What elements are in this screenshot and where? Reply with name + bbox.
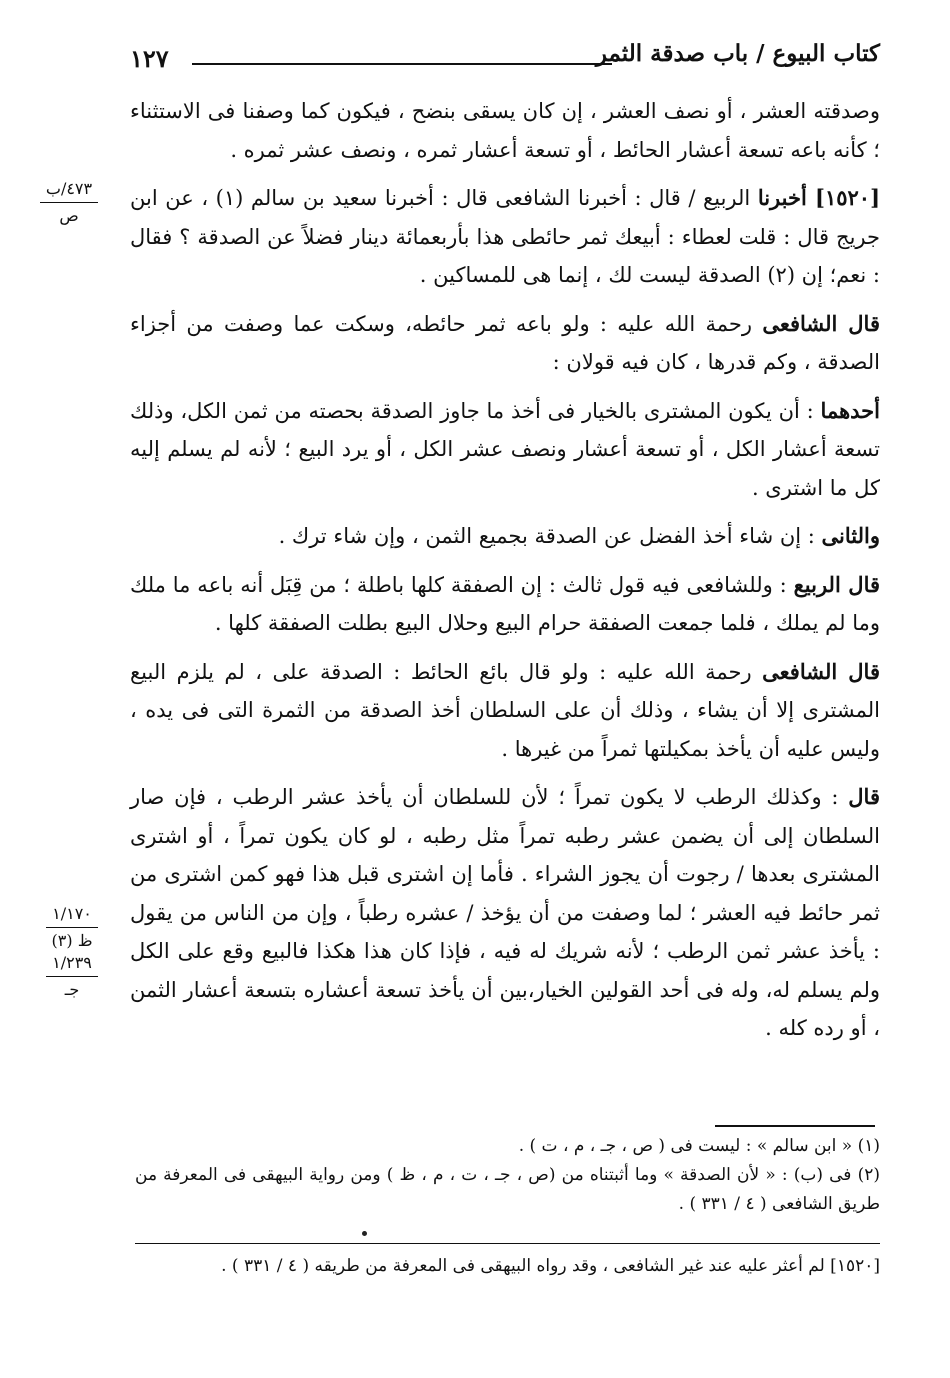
margin-ref-4: جـ: [64, 980, 80, 999]
paragraph-text: : وكذلك الرطب لا يكون تمراً ؛ لأن للسلطان أن يأخذ عشر الرطب ، فإن صار السلطان إلى أن يضمن عشر رطبه تمراً مثل رطبه ، لو كان يكون تمراً ، أو اشترى المشترى بعدها / رجوت أن يجوز الشراء . فأما إن اشترى قبل هذا فهو كمن اشترى من ثمر حائط فيه العشر ؛ لما وصفت من أن يؤخذ / عشره رطباً ، وإن من الناس من يقول : يأخذ عشر ثمن الرطب ؛ لأنه شريك له فيه ، فإذا كان هذا هكذا فالبيع وقع على الكل ولم يسلم له، وله فى أحد القولين الخيار،بين أن يأخذ تسعة أعشاره بتسعة أعشار الثمن ، أو رده كله .: [130, 785, 880, 1040]
source-rule: [135, 1243, 880, 1244]
paragraph-lead: قال: [848, 784, 880, 809]
paragraph-lead: [١٥٢٠] أخبرنا: [757, 185, 880, 210]
paragraph: [130, 392, 880, 508]
header-title: كتاب البيوع / باب صدقة الثمر: [595, 40, 880, 67]
paragraph-lead: قال الشافعى: [762, 658, 880, 684]
margin-note-page-refs: [46, 903, 98, 1001]
margin-ref-1: ١/١٧٠: [52, 904, 92, 923]
paragraph-text: : إن شاء أخذ الفضل عن الصدقة بجميع الثمن ، وإن شاء ترك .: [278, 524, 822, 548]
paragraph-lead: قال الشافعى: [762, 310, 880, 336]
margin-note-manuscript-ref: [40, 178, 98, 227]
paragraph-text: : أن يكون المشترى بالخيار فى أخذ ما جاوز الصدقة بحصته من ثمن الكل، وذلك تسعة أعشار الكل ، أو تسعة أعشار ونصف عشر الكل ، أو يرد البيع ؛ لأنه لم يسلم إليه كل ما اشترى .: [130, 398, 880, 500]
paragraph: [130, 566, 880, 643]
paragraph: [130, 179, 880, 295]
footnote-rule: [715, 1125, 875, 1127]
footnote: (١) « ابن سالم » : ليست فى ( ص ، جـ ، م ، ت ) .: [518, 1136, 880, 1156]
main-text: [130, 92, 880, 1058]
footnotes: [135, 1132, 880, 1219]
margin-note-bottom: ص: [59, 206, 79, 225]
running-header: [130, 40, 880, 80]
paragraph-text: رحمة الله عليه : ولو باعه ثمر حائطه، وسكت عما وصفت من أجزاء الصدقة ، وكم قدرها ، كان فيه قولان :: [130, 311, 880, 374]
margin-ref-2: ظ (٣): [51, 931, 93, 950]
paragraph-lead: أحدهما: [820, 397, 880, 423]
paragraph: [130, 92, 880, 169]
paragraph-text: : وللشافعى فيه قول ثالث : إن الصفقة كلها باطلة ؛ من قِبَل أنه باعه ما ملك وما لم يملك ، فلما جمعت الصفقة حرام البيع وحلال البيع بطلت الصفقة كلها .: [130, 572, 880, 635]
paragraph-text: وصدقته العشر ، أو نصف العشر ، إن كان يسقى بنضح ، فيكون كما وصفنا فى الاستثناء ؛ كأنه باعه تسعة أعشار الحائط ، أو تسعة أعشار ثمره ، ونصف عشر ثمره .: [130, 99, 880, 162]
margin-ref-3: ١/٢٣٩: [52, 953, 92, 972]
margin-ref-rule: [46, 976, 98, 977]
header-rule: [192, 63, 612, 65]
margin-note-rule: [40, 202, 98, 203]
paragraph-lead: قال الربيع: [793, 571, 881, 597]
paragraph-text: الربيع / قال : أخبرنا الشافعى قال : أخبرنا سعيد بن سالم (١) ، عن ابن جريج قال : قلت لعطاء : أبيعك ثمر حائطى هذا بأربعمائة دينار فضلاً عن الصدقة ؟ فقال : نعم؛ إن (٢) الصدقة ليست لك ، إنما هى للمساكين .: [130, 186, 880, 287]
paragraph: [130, 305, 880, 382]
paragraph: [130, 517, 880, 556]
paragraph-lead: والثانى: [821, 523, 880, 548]
page-number: ١٢٧: [130, 44, 169, 73]
source-note: [١٥٢٠] لم أعثر عليه عند غير الشافعى ، وقد رواه البيهقى فى المعرفة من طريقه ( ٤ / ٣٣١ ) .: [221, 1256, 880, 1276]
footnote: (٢) فى (ب) : « لأن الصدقة » وما أثبتناه من (ص ، جـ ، ت ، م ، ظ ) ومن رواية البيهقى فى المعرفة من طريق الشافعى ( ٤ / ٣٣١ ) .: [135, 1165, 880, 1214]
margin-note-top: ٤٧٣/ب: [45, 179, 93, 198]
paragraph: [130, 653, 880, 769]
margin-ref-rule: [46, 927, 98, 928]
print-speck: [362, 1231, 367, 1236]
paragraph: [130, 778, 880, 1048]
paragraph-text: رحمة الله عليه : ولو قال بائع الحائط : الصدقة على ، لم يلزم البيع المشترى إلا أن يشاء ، وذلك أن على السلطان أخذ الصدقة من الثمرة التى فى يده ، وليس عليه أن يأخذ بمكيلتها ثمراً من غيرها .: [130, 659, 880, 761]
